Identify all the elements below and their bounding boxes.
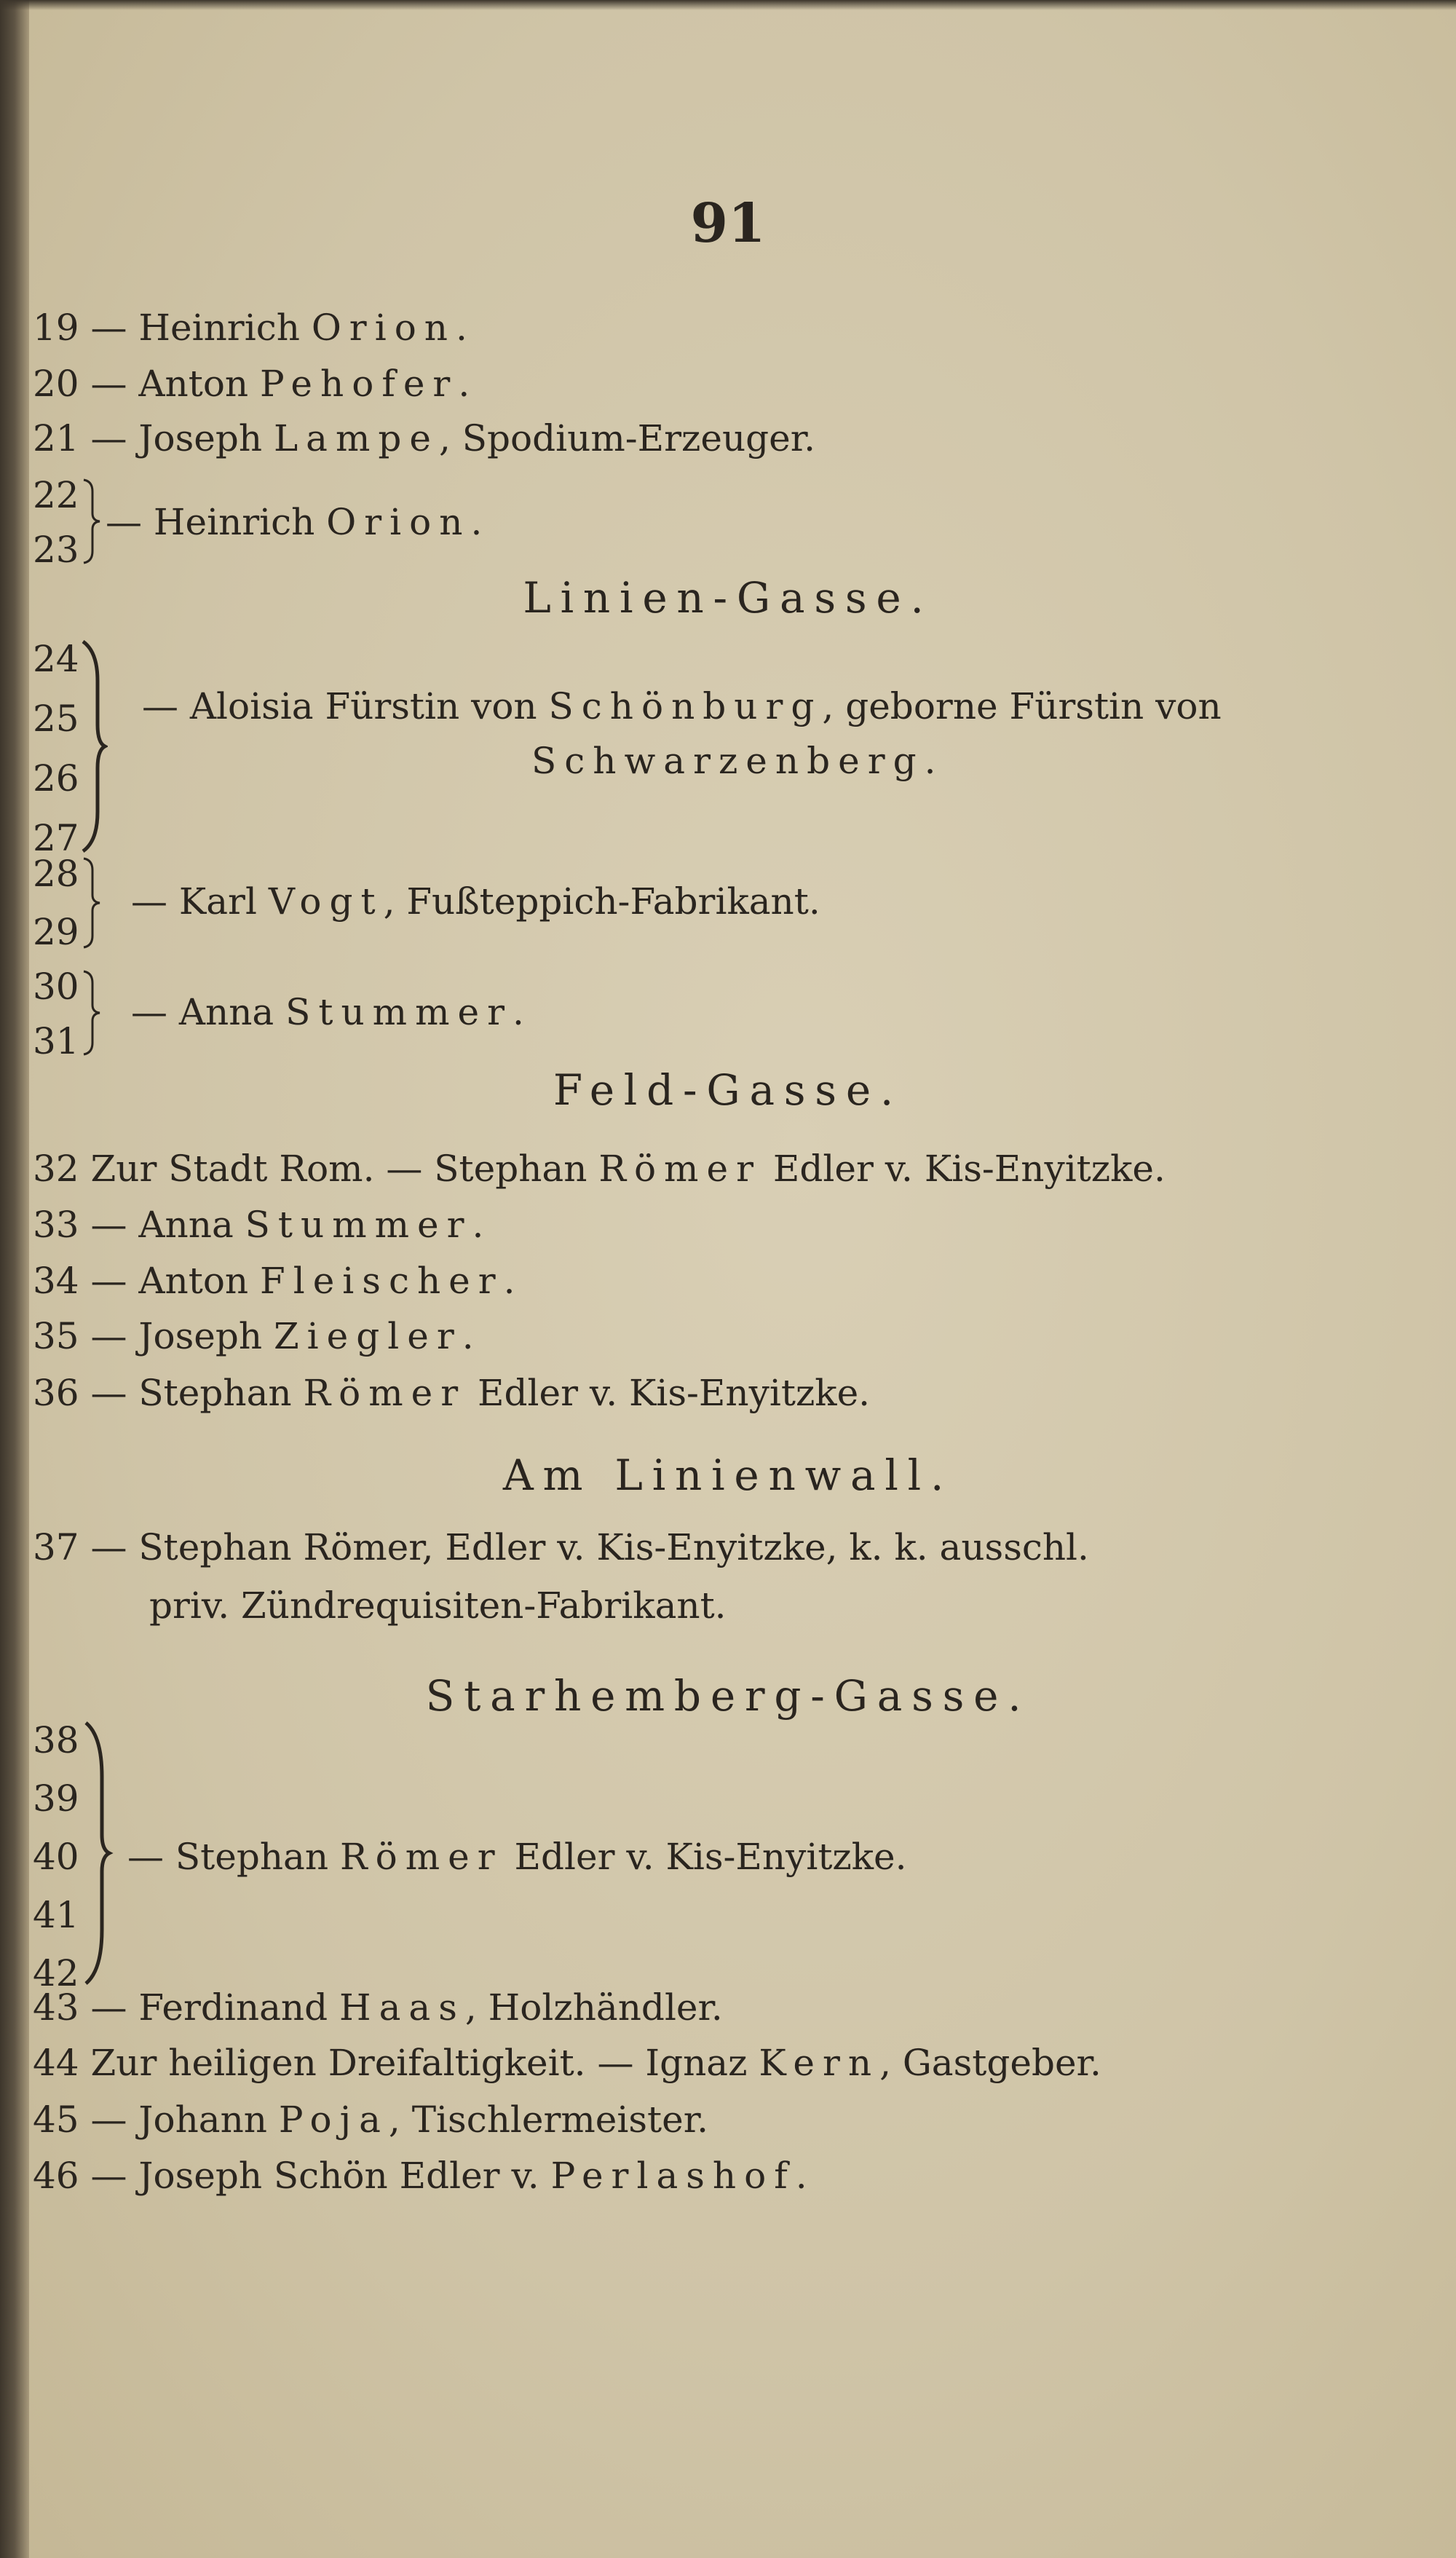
entry-name: Lampe — [273, 417, 439, 459]
bracket-shape — [78, 856, 104, 950]
entry-name: Haas — [339, 1986, 465, 2029]
entry-rest: . — [458, 363, 470, 405]
street-heading: Starhemberg-Gasse. — [425, 1671, 1031, 1721]
entry-name: Orion — [311, 307, 456, 349]
entry-line — [142, 685, 1222, 727]
entry-line — [33, 1204, 484, 1246]
entry-line — [33, 2099, 709, 2141]
house-number: 32 — [33, 1148, 79, 1190]
house-number: 43 — [33, 1986, 79, 2029]
entry-name: Poja — [278, 2099, 389, 2141]
bracket-shape — [82, 1718, 114, 1988]
house-number: 45 — [33, 2099, 79, 2141]
entry-rest: , Tischlermeister. — [388, 2099, 709, 2141]
entry-line — [33, 1315, 474, 1357]
house-number: 38 — [33, 1719, 79, 1761]
house-number: 26 — [33, 757, 79, 800]
bracket-shape — [79, 637, 108, 856]
house-number: 46 — [33, 2155, 79, 2197]
house-number: 28 — [33, 853, 79, 895]
house-number: 33 — [33, 1204, 79, 1246]
entry-rest: , Holzhändler. — [464, 1986, 723, 2029]
entry-text: — Karl — [131, 880, 269, 923]
entry-continuation: Schwarzenberg. — [531, 740, 944, 782]
entry-line — [33, 1148, 1166, 1190]
entry-rest: . — [470, 501, 483, 543]
entry-rest: . — [512, 991, 524, 1033]
entry-line — [106, 501, 483, 543]
entry-text: — Heinrich — [90, 307, 312, 349]
entry-line — [33, 363, 470, 405]
entry-line — [33, 417, 816, 459]
house-number: 19 — [33, 307, 79, 349]
entry-name: Stummer — [285, 991, 513, 1033]
bracket-shape — [78, 968, 104, 1057]
entry-text: — Stephan — [127, 1836, 340, 1878]
entry-name: Perlashof — [550, 2155, 796, 2197]
page-number: 91 — [690, 192, 766, 255]
house-number: 42 — [33, 1952, 79, 1994]
house-number: 41 — [33, 1894, 79, 1936]
house-number: 23 — [33, 529, 79, 571]
entry-line — [33, 307, 467, 349]
street-heading: Feld-Gasse. — [553, 1065, 903, 1115]
page-top-shadow — [0, 0, 1456, 10]
entry-line — [33, 1260, 515, 1302]
entry-name: Orion — [326, 501, 471, 543]
entry-continuation: priv. Zündrequisiten-Fabrikant. — [149, 1584, 727, 1627]
entry-line — [33, 2155, 807, 2197]
entry-text: Zur heiligen Dreifaltigkeit. — Ignaz — [90, 2042, 759, 2084]
house-number: 29 — [33, 911, 79, 953]
entry-text: — Heinrich — [106, 501, 327, 543]
street-heading: Linien-Gasse. — [523, 573, 933, 623]
street-heading: Am Linienwall. — [502, 1450, 954, 1500]
entry-rest: Edler v. Kis-Enyitzke. — [502, 1836, 907, 1878]
entry-name: Vogt — [268, 880, 384, 923]
entry-text: — Joseph — [90, 417, 274, 459]
entry-name: Kern — [759, 2042, 880, 2084]
entry-rest: Edler v. Kis-Enyitzke. — [466, 1372, 871, 1414]
house-number: 21 — [33, 417, 79, 459]
house-number: 34 — [33, 1260, 79, 1302]
entry-text: Zur Stadt Rom. — Stephan — [90, 1148, 599, 1190]
entry-line — [33, 1526, 1089, 1568]
house-number: 22 — [33, 474, 79, 516]
house-number: 35 — [33, 1315, 79, 1357]
entry-text: — Aloisia Fürstin von — [142, 685, 549, 727]
entry-text: — Anton — [90, 363, 261, 405]
entry-rest: Edler v. Kis-Enyitzke. — [761, 1148, 1166, 1190]
house-number: 27 — [33, 817, 79, 859]
house-number: 31 — [33, 1020, 79, 1062]
entry-rest: , Gastgeber. — [879, 2042, 1101, 2084]
entry-rest: , Fußteppich-Fabrikant. — [383, 880, 820, 923]
house-number: 25 — [33, 698, 79, 740]
entry-rest: , Spodium-Erzeuger. — [438, 417, 816, 459]
house-number: 44 — [33, 2042, 79, 2084]
house-number: 30 — [33, 966, 79, 1008]
house-number: 37 — [33, 1526, 79, 1568]
entry-text: — Anton — [90, 1260, 261, 1302]
house-number: 36 — [33, 1372, 79, 1414]
entry-line — [131, 880, 820, 923]
book-binding-edge — [0, 0, 29, 2558]
entry-line — [127, 1836, 907, 1878]
entry-rest: , geborne Fürstin von — [822, 685, 1222, 727]
entry-name: Fleischer — [260, 1260, 504, 1302]
entry-name: Ziegler — [273, 1315, 462, 1357]
house-number: 24 — [33, 638, 79, 680]
entry-name: Pehofer — [260, 363, 459, 405]
entry-name: Römer — [303, 1372, 467, 1414]
entry-text: — Johann — [90, 2099, 279, 2141]
entry-name: Römer — [598, 1148, 761, 1190]
entry-text: — Ferdinand — [90, 1986, 339, 2029]
bracket-shape — [78, 477, 104, 566]
entry-name: Stummer — [245, 1204, 472, 1246]
entry-rest: . — [795, 2155, 807, 2197]
entry-line — [33, 2042, 1101, 2084]
entry-text: — Anna — [90, 1204, 245, 1246]
entry-text: — Joseph — [90, 1315, 274, 1357]
entry-rest: . — [462, 1315, 474, 1357]
entry-rest: . — [472, 1204, 484, 1246]
entry-rest: . — [456, 307, 467, 349]
house-number: 39 — [33, 1777, 79, 1820]
entry-text: — Anna — [131, 991, 286, 1033]
house-number: 40 — [33, 1836, 79, 1878]
entry-rest: . — [503, 1260, 515, 1302]
entry-line — [33, 1372, 871, 1414]
entry-line — [33, 1986, 723, 2029]
entry-name: Schönburg — [548, 685, 823, 727]
entry-line — [131, 991, 524, 1033]
house-number: 20 — [33, 363, 79, 405]
entry-text: — Stephan — [90, 1372, 304, 1414]
entry-name: Römer — [339, 1836, 503, 1878]
entry-text: — Stephan Römer, Edler v. Kis-Enyitzke, k. k. ausschl. — [90, 1526, 1089, 1568]
entry-text: — Joseph Schön Edler v. — [90, 2155, 551, 2197]
